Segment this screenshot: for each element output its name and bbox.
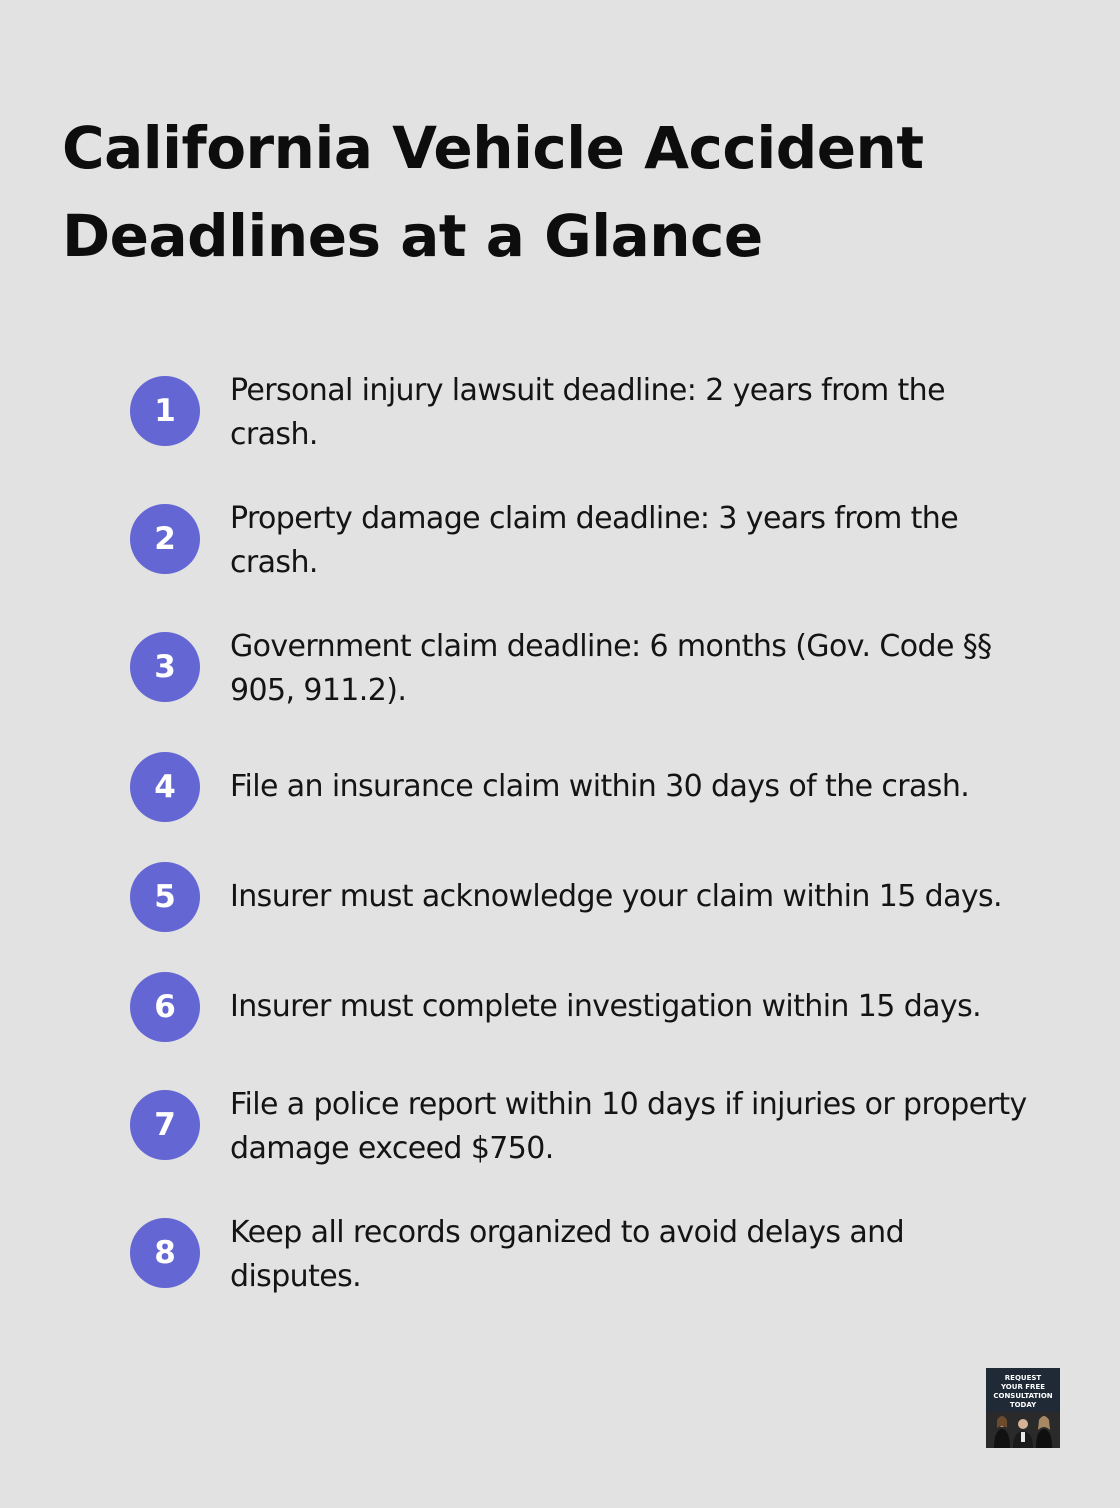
step-number-badge: 1 — [130, 376, 200, 446]
list-item — [130, 752, 1030, 822]
list-item — [130, 1086, 1030, 1174]
list-item — [130, 500, 1030, 588]
step-number-badge: 8 — [130, 1218, 200, 1288]
attorneys-photo-icon — [986, 1412, 1060, 1448]
cta-text: REQUEST YOUR FREE CONSULTATION TODAY — [993, 1374, 1053, 1409]
list-item — [130, 628, 1030, 716]
step-number-badge: 7 — [130, 1090, 200, 1160]
page-title: California Vehicle Accident Deadlines at a Glance — [62, 114, 924, 270]
list-item — [130, 1214, 1030, 1302]
list-item — [130, 972, 1030, 1042]
step-number-badge: 4 — [130, 752, 200, 822]
list-item-text: Insurer must acknowledge your claim within 15 days. — [230, 879, 1002, 914]
list-item-text: Keep all records organized to avoid delays and disputes. — [230, 1215, 905, 1294]
list-item-text: Personal injury lawsuit deadline: 2 years from the crash. — [230, 373, 945, 452]
list-item-text: Insurer must complete investigation within 15 days. — [230, 989, 982, 1024]
list-item-text: Government claim deadline: 6 months (Gov. Code §§ 905, 911.2). — [230, 629, 992, 708]
list-item — [130, 862, 1030, 932]
list-item-text: Property damage claim deadline: 3 years from the crash. — [230, 501, 959, 580]
list-item — [130, 372, 1030, 460]
consultation-cta-banner[interactable] — [986, 1368, 1060, 1448]
step-number-badge: 3 — [130, 632, 200, 702]
step-number-badge: 5 — [130, 862, 200, 932]
step-number-badge: 2 — [130, 504, 200, 574]
list-item-text: File an insurance claim within 30 days of the crash. — [230, 769, 970, 804]
step-number-badge: 6 — [130, 972, 200, 1042]
list-item-text: File a police report within 10 days if injuries or property damage exceed $750. — [230, 1087, 1027, 1166]
